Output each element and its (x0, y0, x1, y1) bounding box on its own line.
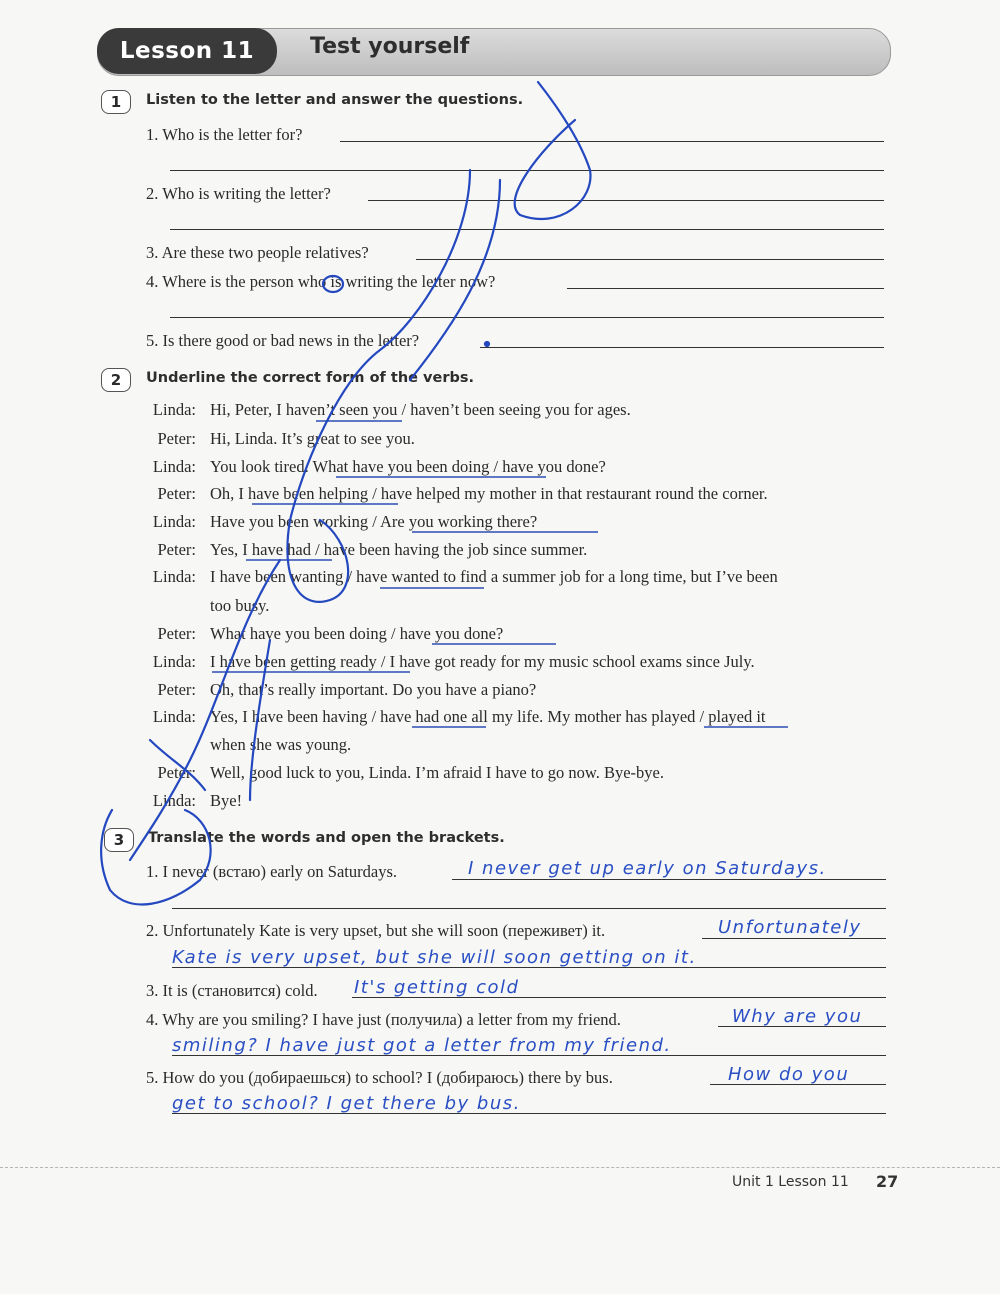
speaker: Linda: (152, 512, 196, 531)
dialogue-line: Oh, that’s really important. Do you have a piano? (210, 680, 537, 699)
dialogue-line: I have been wanting / have wanted to find a summer job for a long time, but I’ve been (210, 567, 778, 586)
dialogue-line: Hi, Linda. It’s great to see you. (210, 429, 415, 448)
speaker: Peter: (157, 763, 196, 782)
speaker: Peter: (157, 680, 196, 699)
page-number: 27 (876, 1172, 899, 1191)
dialogue-line: Yes, I have been having / have had one all my life. My mother has played / played it (210, 707, 766, 726)
answer-line[interactable] (416, 259, 884, 260)
handwritten-answer-5b: get to school? I get there by bus. (172, 1093, 521, 1114)
exercise-1-number: 1 (101, 90, 131, 114)
ex1-question-1: 1. Who is the letter for? (146, 125, 303, 144)
speaker: Linda: (152, 707, 196, 726)
lesson-label: Lesson 11 (97, 28, 277, 74)
dialogue-line: I have been getting ready / I have got ready for my music school exams since July. (210, 652, 755, 671)
footer-divider (0, 1167, 1000, 1168)
answer-line[interactable] (340, 141, 884, 142)
speaker: Peter: (157, 429, 196, 448)
dialogue-line: Well, good luck to you, Linda. I’m afraid I have to go now. Bye-bye. (210, 763, 664, 782)
speaker: Linda: (152, 567, 196, 586)
answer-line[interactable] (368, 200, 884, 201)
dialogue-line: too busy. (210, 596, 270, 615)
dialogue-line: You look tired. What have you been doing / have you done? (210, 457, 606, 476)
answer-line[interactable] (172, 908, 886, 909)
answer-line[interactable] (170, 317, 884, 318)
ex1-question-2: 2. Who is writing the letter? (146, 184, 331, 203)
answer-line[interactable] (170, 229, 884, 230)
handwritten-answer-3: It's getting cold (354, 977, 520, 998)
answer-line[interactable] (170, 170, 884, 171)
answer-line[interactable] (480, 347, 884, 348)
exercise-2-title: Underline the correct form of the verbs. (146, 370, 474, 386)
exercise-3-number: 3 (104, 828, 134, 852)
ex3-question-3: 3. It is (становится) cold. (146, 981, 318, 1000)
ex3-question-5: 5. How do you (добираешься) to school? I (добираюсь) there by bus. (146, 1068, 613, 1087)
speaker: Linda: (152, 652, 196, 671)
dialogue-line: Bye! (210, 791, 243, 810)
page-title: Test yourself (310, 34, 470, 59)
exercise-1-title: Listen to the letter and answer the questions. (146, 92, 524, 108)
ex3-question-4: 4. Why are you smiling? I have just (получила) a letter from my friend. (146, 1010, 621, 1029)
speaker: Linda: (152, 791, 196, 810)
answer-line[interactable] (567, 288, 884, 289)
dialogue-line: Hi, Peter, I haven’t seen you / haven’t been seeing you for ages. (210, 400, 631, 419)
speaker: Peter: (157, 624, 196, 643)
handwritten-answer-1: I never get up early on Saturdays. (468, 858, 827, 879)
handwritten-answer-2b: Kate is very upset, but she will soon getting on it. (172, 947, 697, 968)
dialogue-line: when she was young. (210, 735, 352, 754)
handwritten-answer-2a: Unfortunately (718, 917, 862, 938)
handwritten-answer-4b: smiling? I have just got a letter from my friend. (172, 1035, 672, 1056)
ex3-question-1: 1. I never (встаю) early on Saturdays. (146, 862, 398, 881)
handwritten-answer-4a: Why are you (732, 1006, 863, 1027)
speaker: Linda: (152, 457, 196, 476)
dialogue-line: Have you been working / Are you working there? (210, 512, 538, 531)
speaker: Peter: (157, 484, 196, 503)
footer-unit-label: Unit 1 Lesson 11 (732, 1174, 849, 1190)
dialogue-line: Oh, I have been helping / have helped my mother in that restaurant round the corner. (210, 484, 768, 503)
ex1-question-5: 5. Is there good or bad news in the letter? (146, 331, 420, 350)
ex1-question-4: 4. Where is the person who is writing the letter now? (146, 272, 496, 291)
dialogue-line: Yes, I have had / have been having the job since summer. (210, 540, 588, 559)
exercise-2-number: 2 (101, 368, 131, 392)
exercise-3-title: Translate the words and open the brackets. (148, 830, 505, 846)
handwritten-answer-5a: How do you (728, 1064, 850, 1085)
ex1-question-3: 3. Are these two people relatives? (146, 243, 369, 262)
dialogue-line: What have you been doing / have you done? (210, 624, 504, 643)
speaker: Linda: (152, 400, 196, 419)
answer-line[interactable] (452, 879, 886, 880)
answer-line[interactable] (702, 938, 886, 939)
speaker: Peter: (157, 540, 196, 559)
ex3-question-2: 2. Unfortunately Kate is very upset, but she will soon (переживет) it. (146, 921, 606, 940)
